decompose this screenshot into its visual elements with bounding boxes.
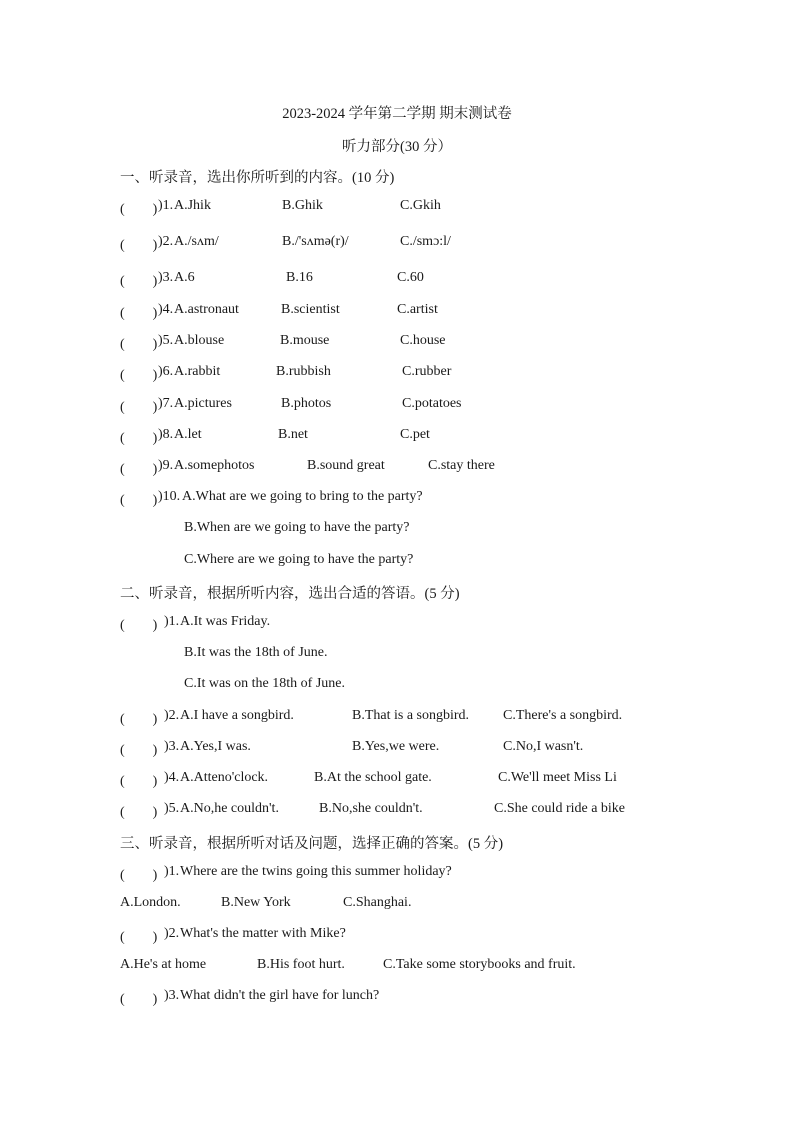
question-number: )9.	[158, 458, 174, 473]
question-number: )4.	[158, 302, 174, 317]
question-number: )8.	[158, 427, 174, 442]
option-b: B.Ghik	[282, 198, 323, 213]
answer-blank: ( )	[120, 337, 158, 352]
question-number: )6.	[158, 364, 174, 379]
option-b: B./'sʌmə(r)/	[282, 234, 349, 249]
question-number: )5.	[158, 333, 174, 348]
option-a: A.Atteno'clock.	[180, 770, 269, 785]
option-c: C.There's a songbird.	[503, 708, 623, 723]
option-a: A.Yes,I was.	[180, 739, 251, 754]
option-c: C.She could ride a bike	[494, 801, 626, 816]
option-b: B.net	[278, 427, 308, 442]
option-c: C.stay there	[428, 458, 495, 473]
option-a: A.blouse	[174, 333, 225, 348]
answer-blank: ( )	[120, 368, 158, 383]
question-number: )3.	[164, 739, 180, 754]
option-b: B.No,she couldn't.	[319, 801, 423, 816]
option-b: B.His foot hurt.	[257, 957, 345, 972]
question-number: )2.	[164, 926, 180, 941]
section1-heading: 一、听录音，选出你所听到的内容。(10 分)	[120, 170, 395, 186]
question-number: )1.	[164, 614, 180, 629]
answer-blank: ( )	[120, 306, 158, 321]
question-number: )3.	[158, 270, 174, 285]
question-number: )4.	[164, 770, 180, 785]
option-b: B.photos	[281, 396, 332, 411]
answer-blank: ( )	[120, 992, 158, 1007]
answer-blank: ( )	[120, 431, 158, 446]
answer-blank: ( )	[120, 774, 158, 789]
option-c: C./smɔ:l/	[400, 234, 451, 249]
question-number: )7.	[158, 396, 174, 411]
option-b: B.When are we going to have the party?	[184, 520, 410, 535]
option-a: A.let	[174, 427, 202, 442]
answer-blank: ( )	[120, 930, 158, 945]
option-a: A.I have a songbird.	[180, 708, 294, 723]
option-b: B.New York	[221, 895, 291, 910]
question-number: )2.	[158, 234, 174, 249]
question-number: )5.	[164, 801, 180, 816]
answer-blank: ( )	[120, 868, 158, 883]
option-b: B.16	[286, 270, 313, 285]
option-c: C.Where are we going to have the party?	[184, 552, 414, 567]
option-b: B.At the school gate.	[314, 770, 432, 785]
option-c: C.No,I wasn't.	[503, 739, 584, 754]
option-a: A./sʌm/	[174, 234, 219, 249]
answer-blank: ( )	[120, 202, 158, 217]
answer-blank: ( )	[120, 238, 158, 253]
option-c: C.60	[397, 270, 424, 285]
option-a: A.6	[174, 270, 195, 285]
option-a: A.astronaut	[174, 302, 239, 317]
option-b: B.scientist	[281, 302, 340, 317]
option-c: C.Gkih	[400, 198, 441, 213]
question-text: Where are the twins going this summer holiday?	[180, 864, 452, 879]
option-a: A.He's at home	[120, 957, 207, 972]
option-c: C.Take some storybooks and fruit.	[383, 957, 576, 972]
option-c: C.potatoes	[402, 396, 462, 411]
option-a: A.What are we going to bring to the party?	[182, 489, 423, 504]
question-number: )3.	[164, 988, 180, 1003]
answer-blank: ( )	[120, 712, 158, 727]
exam-subtitle: 听力部分(30 分）	[342, 139, 452, 155]
question-number: )2.	[164, 708, 180, 723]
option-c: C.artist	[397, 302, 438, 317]
section3-heading: 三、听录音，根据所听对话及问题，选择正确的答案。(5 分)	[120, 836, 504, 852]
option-b: B.mouse	[280, 333, 330, 348]
option-c: C.house	[400, 333, 446, 348]
option-a: A.No,he couldn't.	[180, 801, 279, 816]
question-number: )1.	[164, 864, 180, 879]
option-b: B.That is a songbird.	[352, 708, 470, 723]
option-a: A.London.	[120, 895, 181, 910]
question-number: )1.	[158, 198, 174, 213]
option-a: A.rabbit	[174, 364, 221, 379]
option-a: A.Jhik	[174, 198, 211, 213]
option-c: C.pet	[400, 427, 430, 442]
exam-title: 2023-2024 学年第二学期 期末测试卷	[282, 106, 512, 122]
answer-blank: ( )	[120, 493, 158, 508]
option-b: B.rubbish	[276, 364, 331, 379]
question-text: What didn't the girl have for lunch?	[180, 988, 380, 1003]
option-c: C.Shanghai.	[343, 895, 412, 910]
option-b: B.sound great	[307, 458, 385, 473]
answer-blank: ( )	[120, 274, 158, 289]
option-c: C.rubber	[402, 364, 452, 379]
section2-heading: 二、听录音，根据所听内容，选出合适的答语。(5 分)	[120, 586, 460, 602]
question-number: )10.	[158, 489, 181, 504]
option-a: A.It was Friday.	[180, 614, 271, 629]
answer-blank: ( )	[120, 400, 158, 415]
answer-blank: ( )	[120, 743, 158, 758]
option-b: B.Yes,we were.	[352, 739, 440, 754]
option-a: A.somephotos	[174, 458, 255, 473]
answer-blank: ( )	[120, 618, 158, 633]
option-b: B.It was the 18th of June.	[184, 645, 328, 660]
option-a: A.pictures	[174, 396, 232, 411]
option-c: C.We'll meet Miss Li	[498, 770, 617, 785]
question-text: What's the matter with Mike?	[180, 926, 346, 941]
answer-blank: ( )	[120, 462, 158, 477]
answer-blank: ( )	[120, 805, 158, 820]
option-c: C.It was on the 18th of June.	[184, 676, 345, 691]
